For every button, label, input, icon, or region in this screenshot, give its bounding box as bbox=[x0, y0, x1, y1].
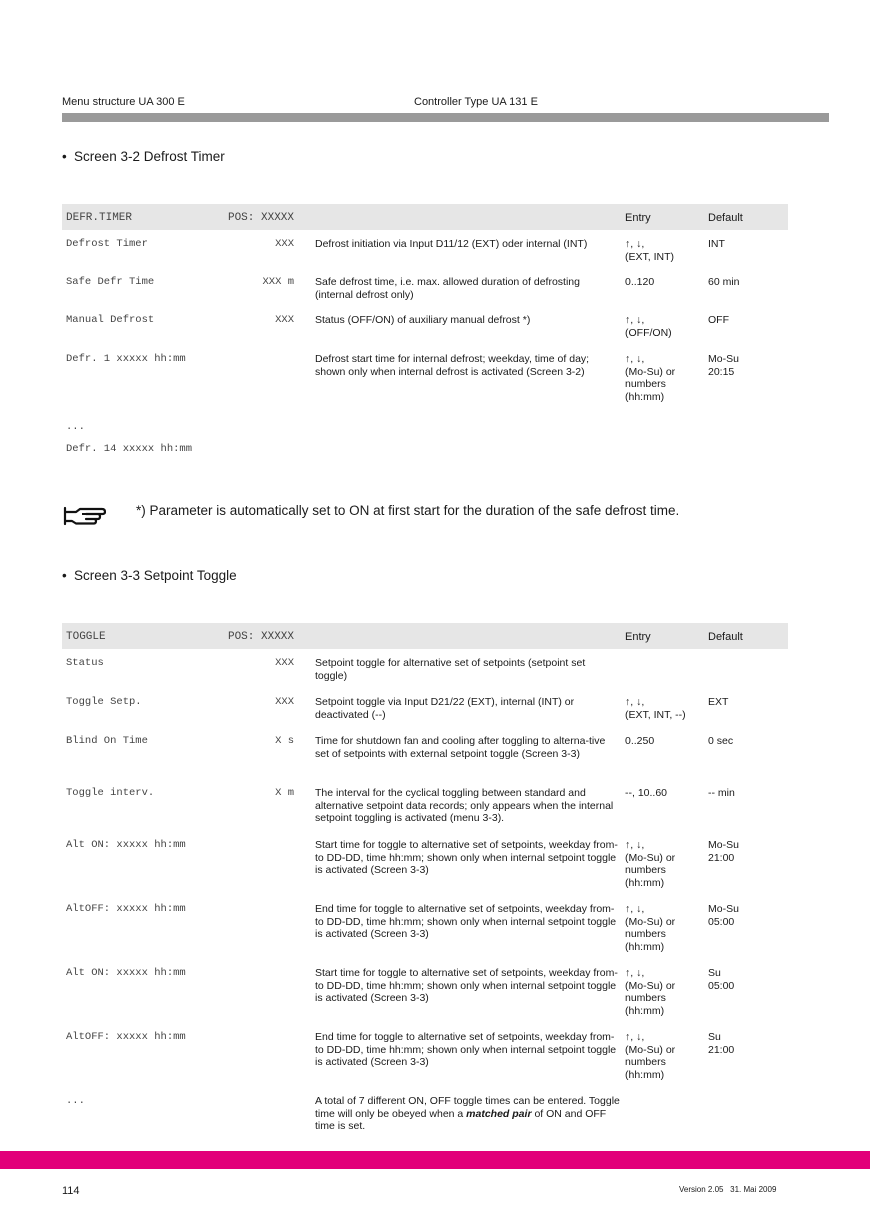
header-divider bbox=[62, 113, 829, 122]
param-description: End time for toggle to alternative set of setpoints, weekday from-to DD-DD, time hh:mm; shown only when internal setpoint toggle is activated (Screen 3-3) bbox=[315, 903, 617, 940]
header-pos: POS: XXXXX bbox=[227, 631, 294, 643]
table-row bbox=[62, 967, 788, 1031]
param-entry: ↑, ↓, (Mo-Su) or numbers (hh:mm) bbox=[625, 1031, 676, 1081]
table-row bbox=[62, 657, 788, 696]
param-entry: ↑, ↓, (Mo-Su) or numbers (hh:mm) bbox=[625, 353, 676, 403]
table-row bbox=[62, 421, 788, 443]
param-default: INT bbox=[708, 238, 725, 250]
param-name: ... bbox=[66, 421, 85, 433]
param-default: 60 min bbox=[708, 276, 740, 288]
param-pos: X m bbox=[275, 787, 294, 799]
param-pos: XXX bbox=[275, 314, 294, 326]
defrost-timer-table bbox=[62, 204, 788, 459]
param-entry: 0..250 bbox=[625, 735, 655, 747]
pointing-hand-icon bbox=[62, 504, 106, 531]
footer-accent-bar bbox=[0, 1151, 870, 1169]
table-header bbox=[62, 623, 788, 649]
bullet: • bbox=[62, 568, 67, 583]
table-row bbox=[62, 314, 788, 353]
param-description bbox=[315, 1095, 620, 1133]
param-entry: ↑, ↓, (EXT, INT, --) bbox=[625, 696, 686, 721]
header-pos: POS: XXXXX bbox=[227, 212, 294, 224]
section-title-text: Screen 3-3 Setpoint Toggle bbox=[74, 568, 237, 583]
param-name: Safe Defr Time bbox=[66, 276, 155, 288]
param-name: Alt ON: xxxxx hh:mm bbox=[66, 967, 186, 979]
table-row bbox=[62, 1031, 788, 1095]
header-screen-name: DEFR.TIMER bbox=[66, 212, 133, 224]
param-pos: XXX m bbox=[262, 276, 294, 288]
param-name: Toggle Setp. bbox=[66, 696, 142, 708]
param-description: Safe defrost time, i.e. max. allowed duration of defrosting (internal defrost only) bbox=[315, 276, 580, 301]
param-description: The interval for the cyclical toggling between standard and alternative setpoint data records; only appears when the internal setpoint toggling is activated (menu 3-3). bbox=[315, 787, 614, 824]
footnote-text: *) Parameter is automatically set to ON at first start for the duration of the safe defrost time. bbox=[136, 503, 680, 518]
param-pos: X s bbox=[275, 735, 294, 747]
param-entry: ↑, ↓, (EXT, INT) bbox=[625, 238, 674, 263]
param-description: Status (OFF/ON) of auxiliary manual defrost *) bbox=[315, 314, 531, 326]
table-header bbox=[62, 204, 788, 230]
desc-text: A total of 7 different ON, OFF toggle times can be entered. Toggle time will only be obeyed when a bbox=[315, 1095, 620, 1120]
table-row bbox=[62, 443, 788, 459]
table-row bbox=[62, 276, 788, 314]
param-default: Su 21:00 bbox=[708, 1031, 735, 1056]
param-description: End time for toggle to alternative set of setpoints, weekday from-to DD-DD, time hh:mm; shown only when internal setpoint toggle is activated (Screen 3-3) bbox=[315, 1031, 617, 1068]
param-name: ... bbox=[66, 1095, 85, 1107]
desc-text: of ON and OFF time is set. bbox=[315, 1107, 607, 1132]
param-entry: ↑, ↓, (OFF/ON) bbox=[625, 314, 672, 339]
param-name: Alt ON: xxxxx hh:mm bbox=[66, 839, 186, 851]
bullet: • bbox=[62, 149, 67, 164]
param-name: Blind On Time bbox=[66, 735, 148, 747]
section-title-setpoint-toggle bbox=[62, 568, 237, 583]
param-name: Status bbox=[66, 657, 104, 669]
param-entry: ↑, ↓, (Mo-Su) or numbers (hh:mm) bbox=[625, 839, 676, 889]
param-pos: XXX bbox=[275, 696, 294, 708]
param-description: Time for shutdown fan and cooling after toggling to alterna-tive set of setpoints with external setpoint toggle (Screen 3-3) bbox=[315, 735, 606, 760]
param-default: Mo-Su 05:00 bbox=[708, 903, 739, 928]
header-entry: Entry bbox=[625, 212, 651, 224]
param-default: Mo-Su 20:15 bbox=[708, 353, 739, 378]
param-name: AltOFF: xxxxx hh:mm bbox=[66, 903, 186, 915]
header-screen-name: TOGGLE bbox=[66, 631, 106, 643]
param-default: 0 sec bbox=[708, 735, 734, 747]
table-row bbox=[62, 696, 788, 735]
param-description: Defrost initiation via Input D11/12 (EXT) oder internal (INT) bbox=[315, 238, 588, 250]
param-default: OFF bbox=[708, 314, 729, 326]
table-row bbox=[62, 839, 788, 903]
param-description: Setpoint toggle via Input D21/22 (EXT), internal (INT) or deactivated (--) bbox=[315, 696, 575, 721]
param-description: Defrost start time for internal defrost; weekday, time of day; shown only when internal defrost is activated (Screen 3-2) bbox=[315, 353, 590, 378]
param-entry: 0..120 bbox=[625, 276, 655, 288]
param-name: Defr. 1 xxxxx hh:mm bbox=[66, 353, 186, 365]
param-name: Manual Defrost bbox=[66, 314, 155, 326]
param-pos: XXX bbox=[275, 657, 294, 669]
param-name: Defr. 14 xxxxx hh:mm bbox=[66, 443, 193, 455]
param-name: AltOFF: xxxxx hh:mm bbox=[66, 1031, 186, 1043]
param-description: Start time for toggle to alternative set of setpoints, weekday from-to DD-DD, time hh:mm; shown only when internal setpoint toggle is activated (Screen 3-3) bbox=[315, 839, 618, 876]
table-row bbox=[62, 787, 788, 839]
desc-emphasis: matched pair bbox=[466, 1107, 532, 1120]
header-entry: Entry bbox=[625, 631, 651, 643]
param-default: -- min bbox=[708, 787, 735, 799]
version-date: Version 2.05 31. Mai 2009 bbox=[679, 1185, 777, 1194]
header-default: Default bbox=[708, 631, 743, 643]
header-controller-type: Controller Type UA 131 E bbox=[414, 96, 538, 108]
section-title-defrost-timer bbox=[62, 149, 225, 164]
section-title-text: Screen 3-2 Defrost Timer bbox=[74, 149, 225, 164]
header-default: Default bbox=[708, 212, 743, 224]
param-name: Toggle interv. bbox=[66, 787, 155, 799]
param-description: Start time for toggle to alternative set of setpoints, weekday from-to DD-DD, time hh:mm; shown only when internal setpoint toggle is activated (Screen 3-3) bbox=[315, 967, 618, 1004]
param-name: Defrost Timer bbox=[66, 238, 148, 250]
table-row bbox=[62, 353, 788, 421]
param-entry: --, 10..60 bbox=[625, 787, 668, 799]
param-entry: ↑, ↓, (Mo-Su) or numbers (hh:mm) bbox=[625, 967, 676, 1017]
param-entry: ↑, ↓, (Mo-Su) or numbers (hh:mm) bbox=[625, 903, 676, 953]
header-document-title: Menu structure UA 300 E bbox=[62, 96, 185, 108]
table-row bbox=[62, 1095, 788, 1135]
table-row bbox=[62, 735, 788, 787]
table-row bbox=[62, 238, 788, 276]
param-description: Setpoint toggle for alternative set of setpoints (setpoint set toggle) bbox=[315, 657, 586, 682]
param-pos: XXX bbox=[275, 238, 294, 250]
param-default: Su 05:00 bbox=[708, 967, 735, 992]
page-number: 114 bbox=[62, 1185, 80, 1197]
param-default: EXT bbox=[708, 696, 729, 708]
setpoint-toggle-table bbox=[62, 623, 788, 1135]
table-row bbox=[62, 903, 788, 967]
param-default: Mo-Su 21:00 bbox=[708, 839, 739, 864]
